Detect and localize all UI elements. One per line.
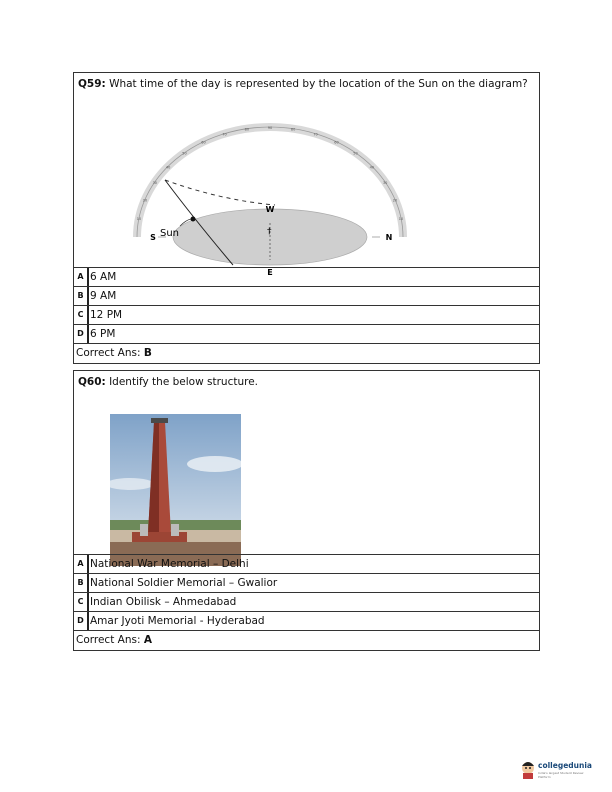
sun-path-diagram (110, 120, 410, 280)
label-n: N (385, 233, 393, 242)
logo-brand: collegedunia (538, 761, 592, 770)
q60-option-c[interactable]: C Indian Obilisk – Ahmedabad (74, 592, 539, 611)
degree-mark: 10 (136, 216, 142, 221)
degree-mark: 80 (244, 127, 250, 132)
label-s: S (150, 233, 156, 242)
degree-mark: 10 (398, 216, 404, 221)
degree-mark: 60 (201, 140, 206, 145)
structure-photo (110, 414, 241, 566)
label-sun: Sun (160, 228, 180, 239)
degree-mark: 20 (392, 198, 398, 203)
question-60-box (73, 370, 540, 651)
q59-correct-answer: Correct Ans: B (74, 343, 539, 363)
observer-icon: † (267, 227, 272, 237)
degree-mark: 60 (334, 140, 339, 145)
degree-mark: 50 (353, 151, 358, 156)
degree-mark: 70 (313, 132, 318, 137)
q60-option-d[interactable]: D Amar Jyoti Memorial - Hyderabad (74, 611, 539, 630)
q60-option-a[interactable]: A National War Memorial – Delhi (74, 554, 539, 573)
degree-mark: 80 (290, 127, 296, 132)
structure-photo-area (74, 393, 539, 554)
q59-option-c[interactable]: C 12 PM (74, 305, 539, 324)
question-59-text: Q59: What time of the day is represented by the location of the Sun on the diagram? (78, 78, 528, 90)
degree-mark: 30 (382, 181, 388, 185)
q59-option-d[interactable]: D 6 PM (74, 324, 539, 343)
q59-option-a[interactable]: A 6 AM (74, 267, 539, 286)
question-59-box (73, 72, 540, 364)
label-w: W (265, 205, 275, 214)
q60-option-b[interactable]: B National Soldier Memorial – Gwalior (74, 573, 539, 592)
degree-mark: 20 (142, 198, 148, 203)
degree-mark: 50 (182, 151, 187, 156)
degree-mark: 40 (165, 165, 171, 170)
degree-mark: 90 (267, 126, 273, 130)
sun-marker (191, 217, 196, 222)
degree-mark: 70 (222, 132, 227, 137)
label-e: E (267, 268, 273, 277)
collegedunia-logo[interactable] (520, 759, 592, 781)
mascot-icon (520, 759, 536, 779)
degree-mark: 40 (369, 165, 375, 170)
degree-mark: 30 (152, 181, 158, 185)
q59-option-b[interactable]: B 9 AM (74, 286, 539, 305)
logo-tagline: India's largest Student Review Platform (538, 771, 584, 779)
q60-correct-answer: Correct Ans: A (74, 630, 539, 650)
question-60-text: Q60: Identify the below structure. (78, 376, 259, 388)
